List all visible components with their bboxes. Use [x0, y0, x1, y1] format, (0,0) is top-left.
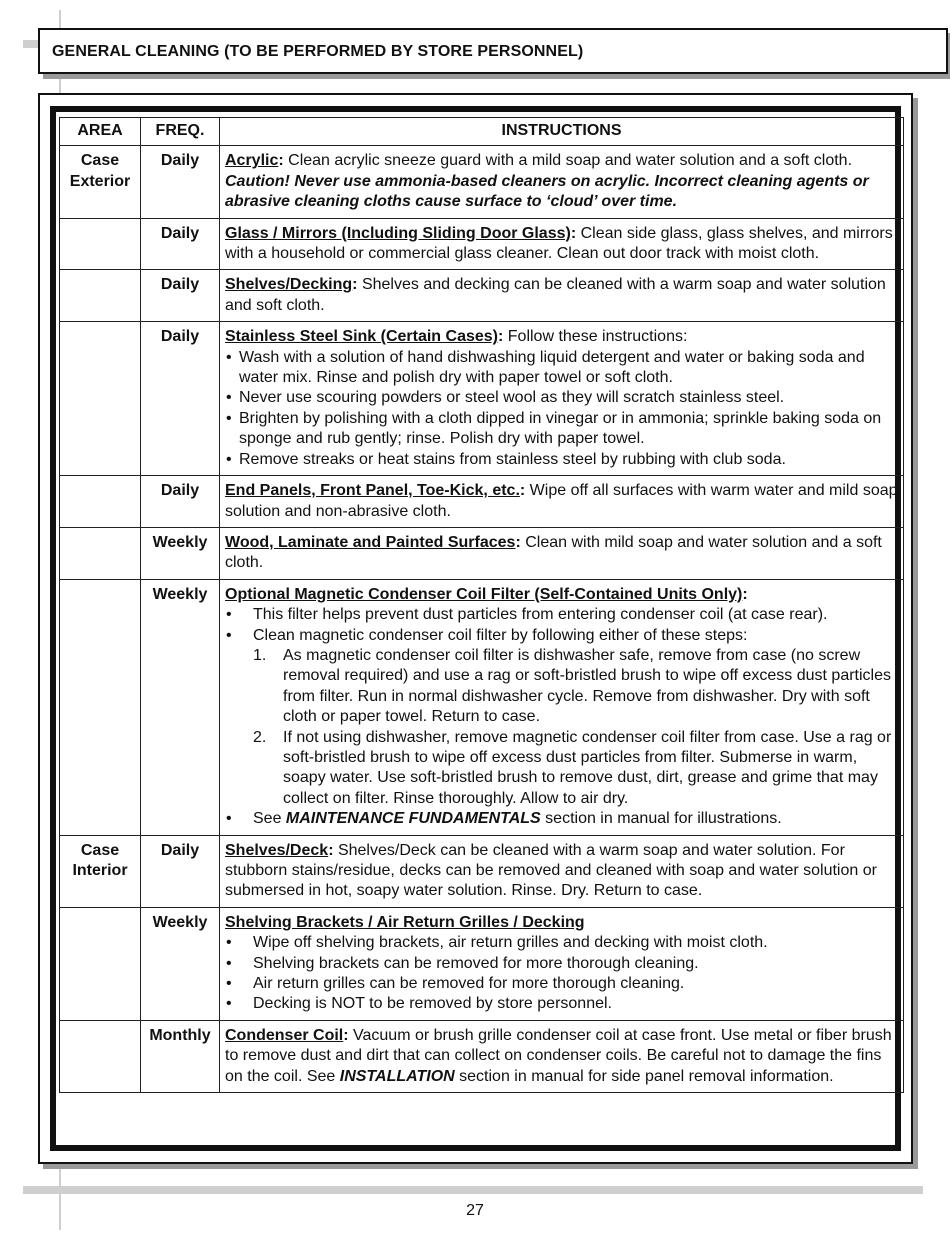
column-header-area: AREA	[60, 118, 141, 146]
manual-section-reference: INSTALLATION	[339, 1067, 455, 1085]
item-heading: Shelves/Decking	[225, 276, 353, 294]
table-row	[60, 907, 904, 1020]
area-cell	[60, 322, 141, 476]
table-row	[60, 322, 904, 476]
frequency-cell: Daily	[141, 476, 220, 528]
item-text: Clean with mild soap and water solution and a soft cloth.	[225, 533, 882, 572]
step-number: 1.	[253, 646, 267, 664]
area-cell	[60, 218, 141, 270]
frequency-cell: Daily	[141, 322, 220, 476]
area-label-line: Case	[80, 841, 120, 859]
bullet-list	[225, 348, 898, 470]
numbered-steps	[225, 646, 898, 809]
item-heading: Optional Magnetic Condenser Coil Filter (Self-Contained Units Only)	[225, 585, 743, 603]
table-row	[60, 270, 904, 322]
list-item: • Air return grilles can be removed for more thorough cleaning.	[225, 974, 898, 994]
list-item: • See MAINTENANCE FUNDAMENTALS section in manual for illustrations.	[225, 809, 898, 829]
list-item: • Decking is NOT to be removed by store personnel.	[225, 994, 898, 1014]
frequency-cell: Weekly	[141, 907, 220, 1020]
area-label-line: Exterior	[69, 172, 131, 190]
step-item	[225, 646, 898, 728]
item-heading: Stainless Steel Sink (Certain Cases)	[225, 328, 498, 346]
bullet-list	[225, 809, 898, 829]
instructions-cell: Glass / Mirrors (Including Sliding Door Glass): Clean side glass, glass shelves, and mirrors with a household or commercial glass cleaner. Clean out door track with moist cloth.	[220, 218, 904, 270]
list-item: • Brighten by polishing with a cloth dipped in vinegar or in ammonia; sprinkle baking soda on sponge and rub gently; rinse. Polish dry with paper towel.	[225, 409, 898, 450]
column-header-instructions: INSTRUCTIONS	[220, 118, 904, 146]
list-item: • Clean magnetic condenser coil filter by following either of these steps:	[225, 626, 898, 646]
table-inner-frame	[50, 106, 901, 1151]
table-row	[60, 218, 904, 270]
instructions-cell: Wood, Laminate and Painted Surfaces: Clean with mild soap and water solution and a soft cloth.	[220, 527, 904, 579]
table-row	[60, 579, 904, 835]
column-header-freq: FREQ.	[141, 118, 220, 146]
area-label-line: Interior	[72, 862, 128, 879]
area-cell	[60, 907, 141, 1020]
list-item: • Never use scouring powders or steel wool as they will scratch stainless steel.	[225, 388, 898, 408]
footer-rule	[23, 1186, 923, 1194]
bullet-list	[225, 933, 898, 1015]
step-item	[225, 728, 898, 810]
instructions-cell: End Panels, Front Panel, Toe-Kick, etc.: Wipe off all surfaces with warm water and mild soap solution and non-abrasive cloth.	[220, 476, 904, 528]
item-text: Shelves/Deck can be cleaned with a warm soap and water solution. For stubborn stains/residue, decks can be removed and cleaned with soap and water solution or submersed in hot, soapy water solution. Rinse. Dry. Return to case.	[225, 841, 877, 900]
frequency-cell: Monthly	[141, 1020, 220, 1092]
table-row	[60, 835, 904, 907]
step-number: 2.	[253, 728, 267, 746]
frequency-cell: Daily	[141, 218, 220, 270]
table-header-row	[60, 118, 904, 146]
item-heading: End Panels, Front Panel, Toe-Kick, etc.	[225, 482, 520, 500]
item-heading: Acrylic	[225, 152, 279, 170]
area-cell	[60, 1020, 141, 1092]
item-heading: Shelves/Deck	[225, 841, 329, 859]
list-item: • Wipe off shelving brackets, air return grilles and decking with moist cloth.	[225, 933, 898, 953]
section-header-box	[38, 28, 948, 74]
frequency-cell: Weekly	[141, 579, 220, 835]
frequency-cell: Weekly	[141, 527, 220, 579]
item-heading: Shelving Brackets / Air Return Grilles / Decking	[225, 913, 585, 931]
instructions-cell: Condenser Coil: Vacuum or brush grille condenser coil at case front. Use metal or fiber brush to remove dust and dirt that can collect on condenser coils. Be careful not to damage the fins on the coil. See INSTALLATION section in manual for side panel removal information.	[220, 1020, 904, 1092]
instructions-cell: Stainless Steel Sink (Certain Cases): Follow these instructions: • Wash with a solution of hand dishwashing liquid detergent and water or baking soda and water mix. Rinse and polish dry with paper towel or soft cloth. • Never use scouring powders or steel wool as they will scratch stainless steel. • Brighten by polishing with a cloth dipped in vinegar or in ammonia; sprinkle baking soda on sponge and rub gently; rinse. Polish dry with paper towel. • Remove streaks or heat stains from stainless steel by rubbing with club soda.	[220, 322, 904, 476]
table-row	[60, 1020, 904, 1092]
manual-section-reference: MAINTENANCE FUNDAMENTALS	[285, 810, 541, 828]
item-heading: Glass / Mirrors (Including Sliding Door Glass)	[225, 224, 571, 242]
instructions-cell: Shelves/Decking: Shelves and decking can be cleaned with a warm soap and water solution and soft cloth.	[220, 270, 904, 322]
step-text: If not using dishwasher, remove magnetic condenser coil filter from case. Use a rag or soft-bristled brush to wipe off excess dust particles from filter. Submerse in warm, soapy water. Use soft-bristled brush to remove dust, dirt, grease and grime that may collect on filter. Rinse thoroughly. Allow to air dry.	[283, 728, 892, 807]
item-text: Vacuum or brush grille condenser coil at case front. Use metal or fiber brush to remove dust and dirt that can collect on condenser coils. Be careful not to damage the fins on the coil. See	[225, 1026, 892, 1085]
area-cell	[60, 835, 141, 907]
instructions-cell: Shelves/Deck: Shelves/Deck can be cleaned with a warm soap and water solution. For stubborn stains/residue, decks can be removed and cleaned with soap and water solution or submersed in hot, soapy water solution. Rinse. Dry. Return to case.	[220, 835, 904, 907]
list-item: • Remove streaks or heat stains from stainless steel by rubbing with club soda.	[225, 450, 898, 470]
step-text: As magnetic condenser coil filter is dishwasher safe, remove from case (no screw removal required) and use a rag or soft-bristled brush to wipe off excess dust particles from filter. Run in normal dishwasher cycle. Remove from dishwasher. Dry with soft cloth or paper towel. Return to case.	[283, 646, 891, 726]
area-cell	[60, 146, 141, 218]
caution-text: Caution! Never use ammonia-based cleaners on acrylic. Incorrect cleaning agents or abrasive cleaning cloths cause surface to ‘cloud’ over time.	[225, 172, 869, 211]
item-text: Clean acrylic sneeze guard with a mild soap and water solution and a soft cloth.	[283, 152, 853, 170]
area-cell	[60, 476, 141, 528]
table-row	[60, 146, 904, 218]
item-text: Wipe off all surfaces with warm water and mild soap solution and non-abrasive cloth.	[225, 482, 898, 520]
list-item: • This filter helps prevent dust particles from entering condenser coil (at case rear).	[225, 605, 898, 625]
area-cell	[60, 270, 141, 322]
item-text: Follow these instructions:	[503, 328, 688, 346]
area-cell	[60, 579, 141, 835]
section-title: GENERAL CLEANING (TO BE PERFORMED BY STORE PERSONNEL)	[52, 43, 584, 60]
frequency-cell: Daily	[141, 146, 220, 218]
instructions-cell: Optional Magnetic Condenser Coil Filter (Self-Contained Units Only): • This filter helps prevent dust particles from entering condenser coil (at case rear). • Clean magnetic condenser coil filter by following either of these steps: 1. As magnetic condenser coil filter is dishwasher safe, remove from case (no screw removal required) and use a rag or soft-bristled brush to wipe off excess dust particles from filter. Run in normal dishwasher cycle. Remove from dishwasher. Dry with soft cloth or paper towel. Return to case. 2. If not using dishwasher, remove magnetic condenser coil filter from case. Use a rag or soft-bristled brush to wipe off excess dust particles from filter. Submerse in warm, soapy water. Use soft-bristled brush to remove dust, dirt, grease and grime that may collect on filter. Rinse thoroughly. Allow to air dry. • See MAINTENANCE FUNDAMENTALS section in manual for illustrations.	[220, 579, 904, 835]
list-item: • Shelving brackets can be removed for more thorough cleaning.	[225, 954, 898, 974]
item-text: Clean side glass, glass shelves, and mirrors with a household or commercial glass cleaner. Clean out door track with moist cloth.	[225, 224, 893, 263]
bullet-list	[225, 605, 898, 646]
instructions-cell: Acrylic: Clean acrylic sneeze guard with a mild soap and water solution and a soft cloth. Caution! Never use ammonia-based cleaners on acrylic. Incorrect cleaning agents or abrasive cleaning cloths cause surface to ‘cloud’ over time.	[220, 146, 904, 218]
cleaning-table	[59, 117, 904, 1093]
table-row	[60, 476, 904, 528]
item-heading: Condenser Coil	[225, 1026, 344, 1044]
area-label-line: Case	[80, 152, 120, 170]
table-outer-frame	[38, 93, 913, 1164]
table-row	[60, 527, 904, 579]
list-item: • Wash with a solution of hand dishwashing liquid detergent and water or baking soda and water mix. Rinse and polish dry with paper towel or soft cloth.	[225, 348, 898, 389]
item-heading: Wood, Laminate and Painted Surfaces	[225, 533, 516, 551]
frequency-cell: Daily	[141, 835, 220, 907]
area-cell	[60, 527, 141, 579]
item-text: Shelves and decking can be cleaned with a warm soap and water solution and soft cloth.	[225, 276, 886, 314]
frequency-cell: Daily	[141, 270, 220, 322]
page-number: 27	[466, 1202, 484, 1219]
instructions-cell	[220, 907, 904, 1020]
